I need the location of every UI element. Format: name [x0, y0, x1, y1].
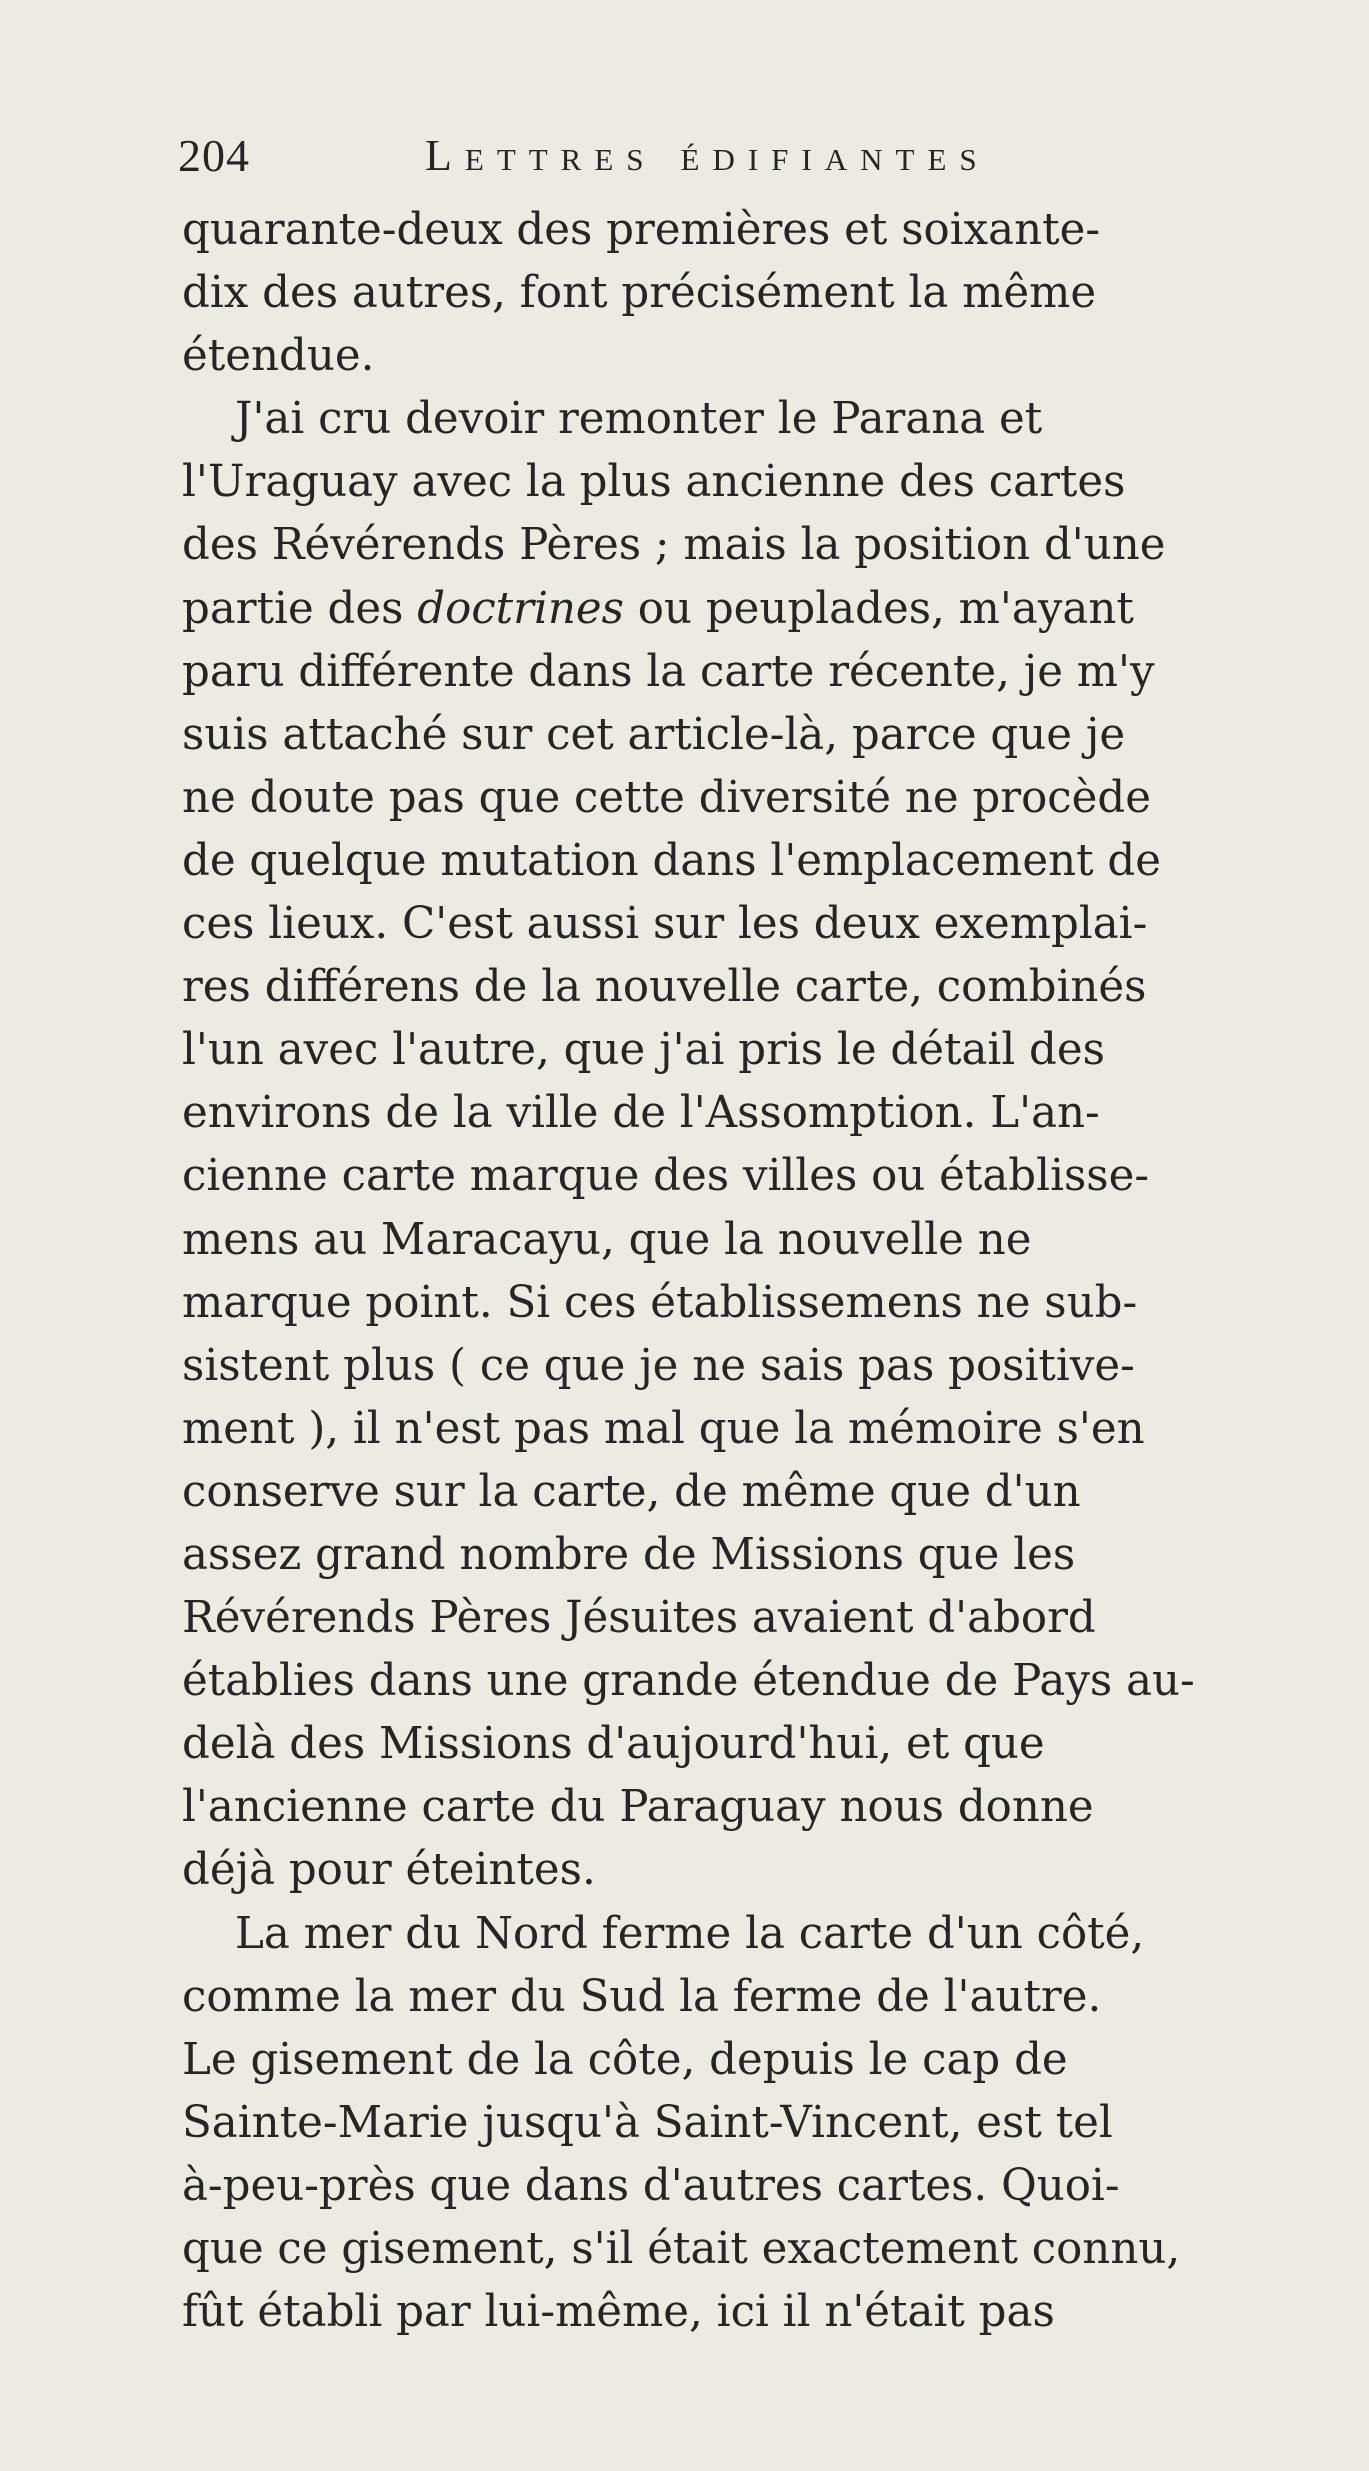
line-text: comme la mer du Sud la ferme de l'autre. [182, 1971, 1102, 2022]
line-text: cienne carte marque des villes ou établisse- [182, 1151, 1150, 1202]
text-line [182, 893, 1282, 956]
text-line [182, 641, 1282, 704]
line-text-start: partie des [182, 583, 418, 634]
line-text: ces lieux. C'est aussi sur les deux exemplai- [182, 899, 1148, 950]
line-text: de quelque mutation dans l'emplacement de [182, 835, 1161, 886]
line-text: res différens de la nouvelle carte, combinés [182, 962, 1147, 1013]
text-line [182, 1524, 1282, 1587]
running-title: Lettres édifiantes [425, 131, 990, 180]
text-line [182, 1272, 1282, 1335]
text-line [182, 767, 1282, 830]
italic-term: doctrines [417, 583, 624, 634]
page-number: 204 [178, 130, 250, 181]
line-text: ment ), il n'est pas mal que la mémoire s'en [182, 1403, 1145, 1454]
text-line [182, 2218, 1282, 2281]
line-text: ne doute pas que cette diversité ne procède [182, 772, 1151, 823]
line-text: l'ancienne carte du Paraguay nous donne [182, 1782, 1094, 1833]
text-line [182, 1461, 1282, 1524]
text-line [182, 262, 1282, 325]
text-line [182, 451, 1282, 514]
line-text [182, 578, 1134, 641]
line-text: J'ai cru devoir remonter le Parana et [235, 394, 1043, 445]
line-text: marque point. Si ces établissemens ne sub- [182, 1277, 1138, 1328]
body-text [182, 199, 1282, 2344]
text-line [182, 1966, 1282, 2029]
line-text: l'Uraguay avec la plus ancienne des cartes [182, 457, 1126, 508]
text-line [182, 199, 1282, 262]
text-line [182, 2281, 1282, 2344]
text-line [182, 514, 1282, 577]
line-text: étendue. [182, 331, 375, 382]
line-text: quarante-deux des premières et soixante- [182, 205, 1101, 255]
line-text: assez grand nombre de Missions que les [182, 1529, 1076, 1580]
line-text: suis attaché sur cet article-là, parce que je [182, 709, 1126, 760]
text-line [182, 2155, 1282, 2218]
line-text: Le gisement de la côte, depuis le cap de [182, 2034, 1068, 2085]
text-line [182, 1209, 1282, 1272]
text-line [182, 1335, 1282, 1398]
text-line [182, 1019, 1282, 1082]
line-text: environs de la ville de l'Assomption. L'an- [182, 1088, 1100, 1139]
text-line [182, 704, 1282, 767]
text-line [182, 1839, 1282, 1902]
line-text: sistent plus ( ce que je ne sais pas positive- [182, 1340, 1135, 1391]
line-text: mens au Maracayu, que la nouvelle ne [182, 1214, 1032, 1265]
line-text: déjà pour éteintes. [182, 1845, 596, 1896]
text-line [182, 1398, 1282, 1461]
line-text: delà des Missions d'aujourd'hui, et que [182, 1719, 1045, 1770]
text-line [182, 1587, 1282, 1650]
line-text-end: ou peuplades, m'ayant [623, 583, 1134, 634]
line-text: à-peu-près que dans d'autres cartes. Quoi- [182, 2160, 1120, 2211]
line-text: conserve sur la carte, de même que d'un [182, 1466, 1081, 1517]
text-line [182, 2092, 1282, 2155]
line-text: dix des autres, font précisément la même [182, 268, 1097, 319]
line-text: que ce gisement, s'il était exactement connu, [182, 2224, 1181, 2274]
text-line [182, 956, 1282, 1019]
line-text: Révérends Pères Jésuites avaient d'abord [182, 1593, 1096, 1644]
text-line [182, 578, 1282, 641]
line-text: des Révérends Pères ; mais la position d'une [182, 520, 1166, 571]
text-line [182, 2029, 1282, 2092]
line-text: établies dans une grande étendue de Pays au- [182, 1656, 1195, 1707]
text-line [182, 388, 1282, 451]
line-text: paru différente dans la carte récente, je m'y [182, 646, 1155, 697]
text-line [182, 1145, 1282, 1208]
line-text: La mer du Nord ferme la carte d'un côté, [235, 1908, 1145, 1959]
text-line [182, 1650, 1282, 1713]
page-header [178, 116, 1038, 196]
text-line [182, 325, 1282, 388]
text-line [182, 1776, 1282, 1839]
text-line [182, 1082, 1282, 1145]
text-line [182, 830, 1282, 893]
line-text: Sainte-Marie jusqu'à Saint-Vincent, est tel [182, 2097, 1113, 2148]
line-text: fût établi par lui-même, ici il n'était pas [182, 2287, 1055, 2338]
text-line [182, 1713, 1282, 1776]
text-line [182, 1903, 1282, 1966]
line-text: l'un avec l'autre, que j'ai pris le détail des [182, 1025, 1105, 1076]
